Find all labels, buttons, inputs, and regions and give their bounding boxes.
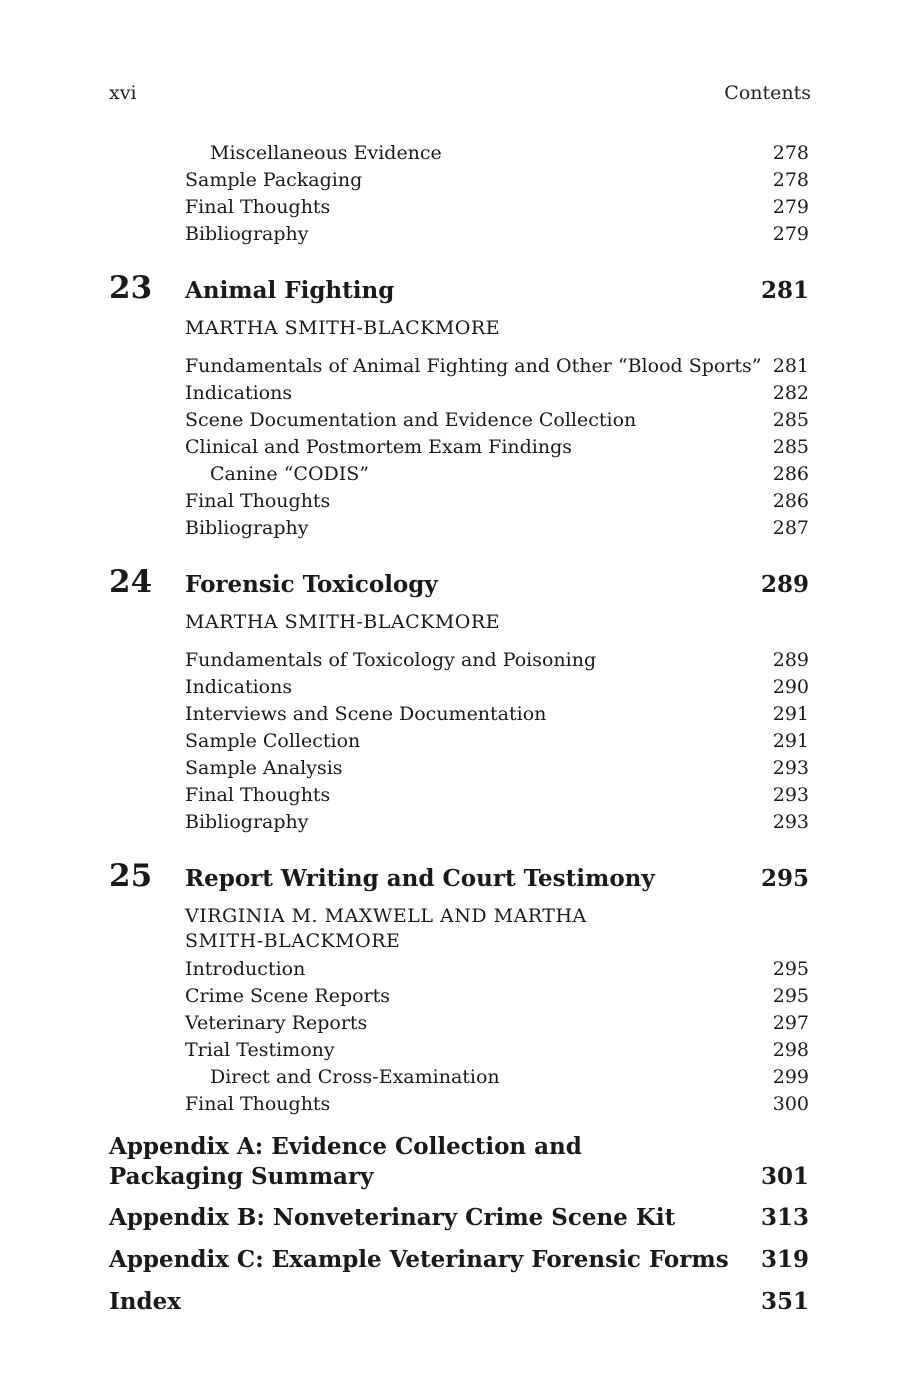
entry-page: 299 [772, 1066, 809, 1088]
toc-entry [109, 728, 809, 755]
entry-title: Direct and Cross-Examination [210, 1066, 500, 1088]
toc-entry [109, 461, 809, 488]
entry-page: 289 [772, 649, 809, 671]
toc-entry [109, 674, 809, 701]
entry-title: Crime Scene Reports [185, 985, 391, 1007]
chapter-heading [109, 564, 809, 604]
toc-entry [109, 983, 809, 1010]
entry-title: Sample Collection [185, 730, 361, 752]
chapter-number: 23 [109, 270, 153, 306]
chapter-number: 25 [109, 858, 153, 894]
appendix-title: Index [109, 1288, 181, 1315]
chapter-page: 281 [760, 277, 809, 304]
entry-page: 279 [772, 223, 809, 245]
entry-title: Sample Analysis [185, 757, 343, 779]
entry-title: Final Thoughts [185, 490, 331, 512]
appendix-page: 301 [760, 1163, 809, 1190]
entry-page: 300 [772, 1093, 809, 1115]
toc-entry [109, 488, 809, 515]
chapter-24 [109, 564, 809, 836]
toc-entry [109, 755, 809, 782]
entry-title: Veterinary Reports [185, 1012, 368, 1034]
toc-entry [109, 194, 809, 221]
chapter-title: Report Writing and Court Testimony [185, 865, 655, 892]
appendix-page: 313 [760, 1204, 809, 1231]
entry-page: 295 [772, 958, 809, 980]
entry-title: Clinical and Postmortem Exam Findings [185, 436, 573, 458]
entry-page: 286 [772, 490, 809, 512]
toc-entry [109, 1064, 809, 1091]
toc-entry [109, 1037, 809, 1064]
toc-entry [109, 407, 809, 434]
chapter-author [109, 904, 645, 954]
chapter-author: MARTHA SMITH-BLACKMORE [185, 317, 501, 339]
entry-title: Indications [185, 676, 293, 698]
chapter-page: 289 [760, 571, 809, 598]
lead-entries [109, 140, 809, 248]
entry-page: 282 [772, 382, 809, 404]
appendix-title: Appendix B: Nonveterinary Crime Scene Kit [109, 1204, 676, 1231]
running-header [109, 82, 811, 104]
appendix-title: Appendix C: Example Veterinary Forensic Forms [109, 1246, 729, 1273]
entry-title: Trial Testimony [185, 1039, 335, 1061]
entry-page: 285 [772, 436, 809, 458]
toc-entry [109, 956, 809, 983]
appendix-b [109, 1203, 809, 1233]
index-entry [109, 1287, 809, 1317]
entry-title: Miscellaneous Evidence [210, 142, 442, 164]
entry-title: Canine “CODIS” [210, 463, 369, 485]
toc-entry [109, 353, 809, 380]
toc [109, 140, 809, 1317]
entry-title: Interviews and Scene Documentation [185, 703, 547, 725]
appendix-title-line: Appendix A: Evidence Collection and [109, 1133, 582, 1160]
entry-page: 293 [772, 811, 809, 833]
toc-entry [109, 809, 809, 836]
entry-title: Final Thoughts [185, 196, 331, 218]
chapter-23 [109, 270, 809, 542]
chapter-page: 295 [760, 865, 809, 892]
entry-title: Introduction [185, 958, 306, 980]
entry-page: 287 [772, 517, 809, 539]
chapter-author: MARTHA SMITH-BLACKMORE [185, 611, 501, 633]
entry-title: Bibliography [185, 811, 309, 833]
author-line: SMITH-BLACKMORE [185, 930, 401, 952]
chapter-25 [109, 858, 809, 1118]
toc-entry [109, 515, 809, 542]
entry-page: 293 [772, 757, 809, 779]
appendix-title-line: Packaging Summary [109, 1163, 374, 1190]
toc-entry [109, 380, 809, 407]
running-title: Contents [724, 82, 811, 104]
toc-entry [109, 1091, 809, 1118]
chapter-title: Animal Fighting [185, 277, 395, 304]
author-line: VIRGINIA M. MAXWELL AND MARTHA [185, 905, 587, 927]
entry-title: Fundamentals of Animal Fighting and Other “Blood Sports” [185, 355, 762, 377]
chapter-heading [109, 270, 809, 310]
appendix-page: 319 [760, 1246, 809, 1273]
entry-page: 278 [772, 169, 809, 191]
entry-page: 279 [772, 196, 809, 218]
entry-page: 281 [772, 355, 809, 377]
entry-title: Bibliography [185, 223, 309, 245]
entry-page: 298 [772, 1039, 809, 1061]
toc-entry [109, 140, 809, 167]
entry-title: Sample Packaging [185, 169, 363, 191]
toc-entry [109, 647, 809, 674]
appendix-page: 351 [760, 1288, 809, 1315]
appendix-c [109, 1245, 809, 1275]
toc-entry [109, 221, 809, 248]
chapter-title: Forensic Toxicology [185, 571, 438, 598]
chapter-number: 24 [109, 564, 153, 600]
entry-page: 297 [772, 1012, 809, 1034]
entry-title: Bibliography [185, 517, 309, 539]
page-number: xvi [109, 82, 137, 104]
appendix-title [109, 1132, 582, 1192]
entry-title: Indications [185, 382, 293, 404]
entry-title: Final Thoughts [185, 1093, 331, 1115]
toc-entry [109, 434, 809, 461]
entry-page: 290 [772, 676, 809, 698]
entry-page: 291 [772, 730, 809, 752]
entry-title: Scene Documentation and Evidence Collection [185, 409, 637, 431]
appendix-a [109, 1132, 809, 1192]
entry-title: Fundamentals of Toxicology and Poisoning [185, 649, 597, 671]
toc-entry [109, 167, 809, 194]
toc-entry [109, 1010, 809, 1037]
toc-entry [109, 701, 809, 728]
entry-title: Final Thoughts [185, 784, 331, 806]
appendices [109, 1132, 809, 1317]
chapter-heading [109, 858, 809, 898]
entry-page: 293 [772, 784, 809, 806]
entry-page: 286 [772, 463, 809, 485]
toc-entry [109, 782, 809, 809]
entry-page: 291 [772, 703, 809, 725]
entry-page: 285 [772, 409, 809, 431]
entry-page: 295 [772, 985, 809, 1007]
entry-page: 278 [772, 142, 809, 164]
